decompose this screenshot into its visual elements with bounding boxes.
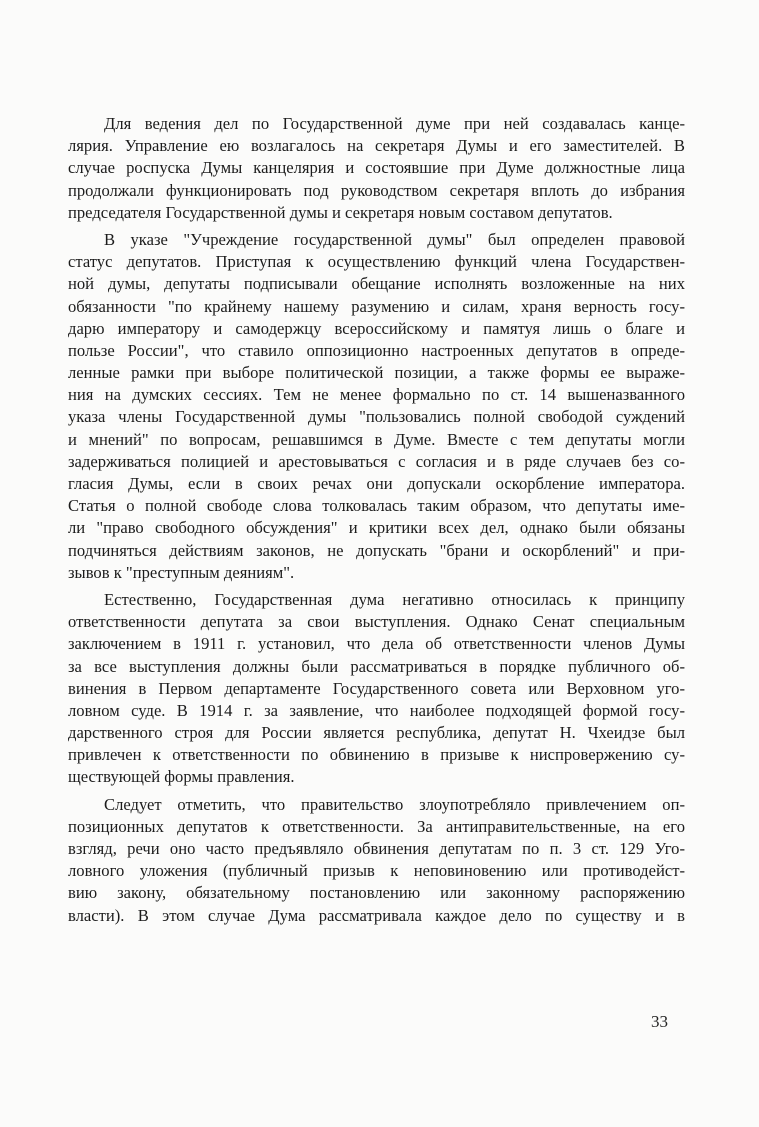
text-line: В указе "Учреждение государственной думы" был определен правовой: [104, 229, 685, 249]
paragraph-1: [68, 113, 685, 224]
text-line: Естественно, Государственная дума негативно относилась к принципу: [104, 589, 685, 609]
text-line: ответственности депутата за свои выступления. Однако Сенат специальным: [68, 612, 685, 632]
text-line: обязанности "по крайнему нашему разумению и силам, храня верность госу-: [68, 296, 685, 316]
text-line: продолжали функционировать под руководством секретаря вплоть до избрания: [68, 180, 685, 200]
text-line: дарственного строя для России является республика, депутат Н. Чхеидзе был: [68, 723, 685, 743]
text-line: зывов к "преступным деяниям".: [68, 562, 295, 582]
text-line: задерживаться полицией и арестовываться с согласия и в ряде случаев без со-: [68, 451, 685, 471]
text-line: указа члены Государственной думы "пользовались полной свободой суждений: [68, 407, 685, 427]
text-line: Следует отметить, что правительство злоупотребляло привлечением оп-: [104, 794, 685, 814]
text-line: ли "право свободного обсуждения" и критики всех дел, однако были обязаны: [68, 518, 685, 538]
page-number: 33: [651, 1012, 668, 1031]
text-line: ловном суде. В 1914 г. за заявление, что наиболее подходящей формой госу-: [68, 700, 685, 720]
text-line: пользе России", что ставило оппозиционно настроенных депутатов в опреде-: [68, 340, 685, 360]
text-line: подчиняться действиям законов, не допускать "брани и оскорблений" и при-: [68, 540, 685, 560]
text-line: винения в Первом департаменте Государственного совета или Верховном уго-: [68, 678, 685, 698]
text-line: ной думы, депутаты подписывали обещание исполнять возложенные на них: [68, 274, 685, 294]
text-line: ния на думских сессиях. Тем не менее формально по ст. 14 вышеназванного: [68, 385, 685, 405]
paragraph-2: [68, 229, 685, 584]
body-text: [68, 113, 685, 932]
text-line: взгляд, речи оно часто предъявляло обвинения депутатам по п. 3 ст. 129 Уго-: [68, 839, 685, 858]
text-line: за все выступления должны были рассматриваться в порядке публичного об-: [68, 656, 685, 676]
text-line: ществующей формы правления.: [68, 767, 295, 787]
text-line: привлечен к ответственности по обвинению в призыве к ниспровержению су-: [68, 745, 685, 765]
text-line: статус депутатов. Приступая к осуществлению функций члена Государствен-: [68, 252, 685, 272]
text-line: заключением в 1911 г. установил, что дела об ответственности членов Думы: [68, 634, 685, 654]
text-line: ловного уложения (публичный призыв к неповиновению или противодейст-: [68, 861, 685, 881]
text-line: и мнений" по вопросам, решавшимся в Думе. Вместе с тем депутаты могли: [68, 429, 685, 449]
text-line: гласия Думы, если в своих речах они допускали оскорбление императора.: [68, 474, 685, 493]
text-line: председателя Государственной думы и секретаря новым составом депутатов.: [68, 202, 613, 222]
paragraph-4: [68, 794, 685, 927]
text-line: дарю императору и самодержцу всероссийскому и памятуя лишь о благе и: [68, 318, 685, 338]
text-line: позиционных депутатов к ответственности. За антиправительственные, на его: [68, 816, 685, 836]
text-line: случае роспуска Думы канцелярия и состоявшие при Думе должностные лица: [68, 158, 685, 178]
text-line: вию закону, обязательному постановлению или законному распоряжению: [68, 883, 685, 903]
text-line: Статья о полной свободе слова толковалась таким образом, что депутаты име-: [68, 496, 685, 516]
text-line: ленные рамки при выборе политической позиции, а также формы ее выраже-: [68, 363, 685, 383]
paragraph-3: [68, 589, 685, 789]
text-line: власти). В этом случае Дума рассматривала каждое дело по существу и в: [68, 905, 685, 925]
text-line: Для ведения дел по Государственной думе при ней создавалась канце-: [104, 114, 685, 133]
text-line: лярия. Управление ею возлагалось на секретаря Думы и его заместителей. В: [68, 136, 685, 156]
